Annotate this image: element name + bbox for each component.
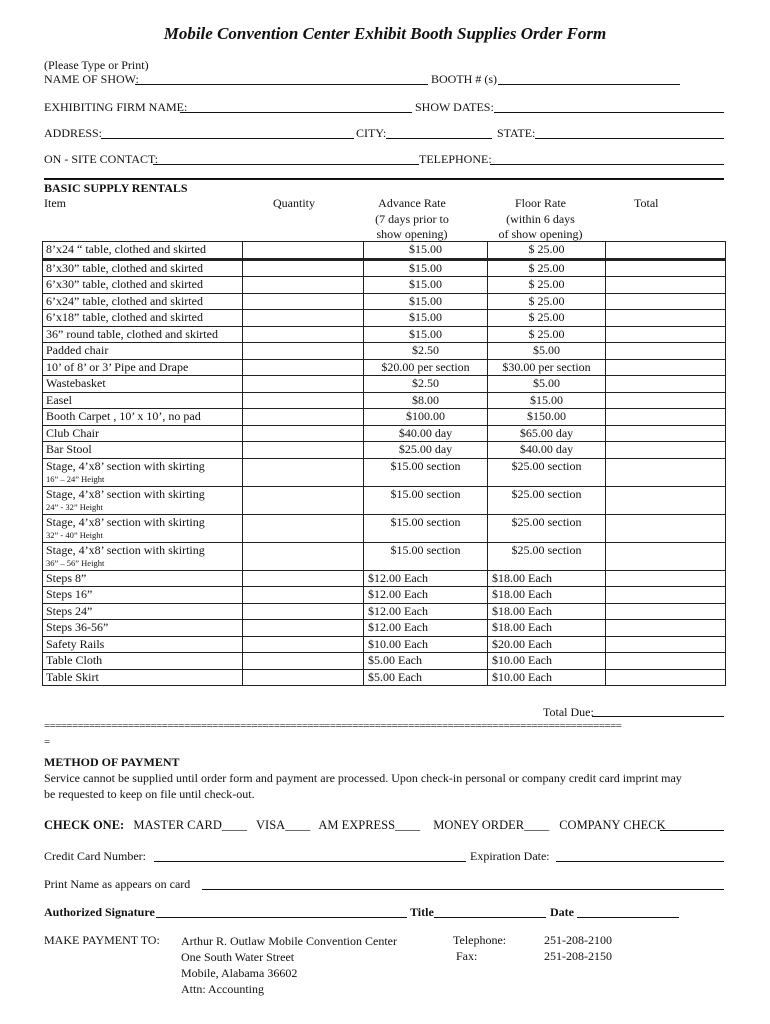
credit-card-number-label: Credit Card Number: xyxy=(44,849,146,863)
item-cell-text: Stage, 4’x8’ section with skirting xyxy=(46,486,205,501)
total-cell[interactable] xyxy=(606,326,726,343)
total-cell[interactable] xyxy=(606,669,726,686)
floor-rate-cell-text: $25.00 section xyxy=(511,542,582,557)
option-master-card[interactable]: MASTER CARD____ xyxy=(133,818,247,832)
advance-rate-cell xyxy=(364,409,488,426)
item-cell-text: Stage, 4’x8’ section with skirting xyxy=(46,542,205,557)
option-company-check[interactable]: COMPANY CHECK xyxy=(559,818,666,832)
floor-rate-cell xyxy=(488,242,606,260)
total-cell[interactable] xyxy=(606,458,726,486)
total-cell[interactable] xyxy=(606,376,726,393)
advance-rate-cell-text: $25.00 day xyxy=(398,442,453,456)
quantity-cell[interactable] xyxy=(243,392,364,409)
advance-rate-cell xyxy=(364,570,488,587)
total-cell[interactable] xyxy=(606,542,726,570)
payee-line: Arthur R. Outlaw Mobile Convention Center xyxy=(181,934,397,948)
item-cell-text: Safety Rails xyxy=(46,636,105,651)
total-cell[interactable] xyxy=(606,620,726,637)
item-cell-text: 6’x30” table, clothed and skirted xyxy=(46,277,203,291)
section-title: BASIC SUPPLY RENTALS xyxy=(44,181,188,195)
floor-rate-cell xyxy=(488,458,606,486)
item-cell-text: Steps 36-56” xyxy=(46,620,109,634)
advance-rate-cell xyxy=(364,242,488,260)
make-payment-to-label: MAKE PAYMENT TO: xyxy=(44,933,160,947)
total-due-field[interactable] xyxy=(592,716,724,717)
total-cell[interactable] xyxy=(606,277,726,294)
advance-rate-cell-text: $15.00 xyxy=(409,293,442,308)
quantity-cell[interactable] xyxy=(243,587,364,604)
floor-rate-cell-text: $30.00 per section xyxy=(502,359,591,374)
quantity-cell[interactable] xyxy=(243,570,364,587)
quantity-cell[interactable] xyxy=(243,669,364,686)
item-cell-text: Steps 16” xyxy=(46,587,93,601)
option-visa[interactable]: VISA____ xyxy=(256,818,311,832)
total-cell[interactable] xyxy=(606,442,726,459)
floor-rate-cell-text: $150.00 xyxy=(527,409,566,423)
floor-rate-cell-text: $ 25.00 xyxy=(528,277,565,291)
item-cell-text: 6’x24” table, clothed and skirted xyxy=(46,293,203,308)
advance-rate-cell xyxy=(364,669,488,686)
form-title: Mobile Convention Center Exhibit Booth Supplies Order Form xyxy=(163,24,607,43)
floor-rate-cell-text: $ 25.00 xyxy=(528,326,565,341)
advance-rate-cell xyxy=(364,458,488,486)
total-cell[interactable] xyxy=(606,486,726,514)
col-quantity-header: Quantity xyxy=(273,196,315,210)
address-field[interactable] xyxy=(101,138,354,139)
floor-rate-cell xyxy=(488,310,606,327)
credit-card-number-field[interactable] xyxy=(154,861,466,862)
table-row xyxy=(43,326,726,343)
item-cell xyxy=(43,514,243,542)
floor-rate-cell xyxy=(488,392,606,409)
item-cell xyxy=(43,293,243,310)
city-label: CITY: xyxy=(356,126,387,140)
floor-rate-cell-text: $18.00 Each xyxy=(492,587,552,601)
floor-rate-cell xyxy=(488,669,606,686)
date-label: Date xyxy=(550,905,574,919)
table-row xyxy=(43,603,726,620)
advance-rate-cell xyxy=(364,277,488,294)
item-cell xyxy=(43,343,243,360)
floor-rate-cell-text: $15.00 xyxy=(530,392,563,407)
total-cell[interactable] xyxy=(606,409,726,426)
total-cell[interactable] xyxy=(606,603,726,620)
divider: ======================================================================================================= xyxy=(44,720,622,732)
telephone-field[interactable] xyxy=(490,164,724,165)
floor-rate-cell xyxy=(488,587,606,604)
total-cell[interactable] xyxy=(606,310,726,327)
item-cell-text: Steps 24” xyxy=(46,603,93,618)
check-one-label: CHECK ONE: xyxy=(44,818,125,832)
table-row xyxy=(43,343,726,360)
advance-rate-cell-text: $10.00 Each xyxy=(368,636,428,651)
payment-note: Service cannot be supplied until order form and payment are processed. Upon check-in personal or company credit card imprint may xyxy=(44,771,682,785)
payee-line: One South Water Street xyxy=(181,950,295,964)
payment-note-2: be requested to keep on file until check-out. xyxy=(44,787,255,801)
item-cell xyxy=(43,376,243,393)
floor-rate-cell-text: $ 25.00 xyxy=(528,293,565,308)
total-cell[interactable] xyxy=(606,587,726,604)
advance-rate-cell-text: $2.50 xyxy=(412,343,439,357)
expiration-date-label: Expiration Date: xyxy=(470,849,550,863)
floor-rate-cell-text: $25.00 section xyxy=(511,514,582,529)
advance-rate-cell xyxy=(364,376,488,393)
expiration-date-field[interactable] xyxy=(556,861,724,862)
total-cell[interactable] xyxy=(606,242,726,260)
floor-rate-cell-text: $10.00 Each xyxy=(492,669,552,684)
quantity-cell[interactable] xyxy=(243,442,364,459)
item-cell xyxy=(43,359,243,376)
payee-telephone-label: Telephone: xyxy=(453,933,507,947)
divider-tail: = xyxy=(44,736,51,748)
exhibiting-firm-field[interactable] xyxy=(180,112,412,113)
state-field[interactable] xyxy=(535,138,724,139)
height-note: 16” – 24” Height xyxy=(46,473,105,484)
floor-rate-cell xyxy=(488,636,606,653)
floor-rate-cell-text: $ 25.00 xyxy=(528,242,565,256)
floor-rate-cell xyxy=(488,277,606,294)
table-row xyxy=(43,277,726,294)
check-one-row xyxy=(44,818,666,833)
advance-rate-cell-text: $100.00 xyxy=(406,409,445,423)
item-cell xyxy=(43,242,243,260)
quantity-cell[interactable] xyxy=(243,425,364,442)
advance-rate-cell-text: $12.00 Each xyxy=(368,620,428,634)
rentals-table xyxy=(42,241,726,686)
floor-rate-cell xyxy=(488,653,606,670)
quantity-cell[interactable] xyxy=(243,326,364,343)
table-row xyxy=(43,486,726,514)
item-cell xyxy=(43,409,243,426)
table-row xyxy=(43,392,726,409)
advance-rate-cell xyxy=(364,486,488,514)
payment-title: METHOD OF PAYMENT xyxy=(44,755,180,769)
advance-rate-cell-text: $15.00 xyxy=(409,326,442,341)
total-cell[interactable] xyxy=(606,359,726,376)
name-of-show-label: NAME OF SHOW: xyxy=(44,72,139,86)
col-item-header: Item xyxy=(44,196,66,210)
item-cell xyxy=(43,620,243,637)
header-rule xyxy=(44,178,724,180)
floor-rate-cell-text: $18.00 Each xyxy=(492,603,552,618)
advance-rate-cell xyxy=(364,392,488,409)
table-row xyxy=(43,620,726,637)
date-field[interactable] xyxy=(577,917,679,918)
table-row xyxy=(43,442,726,459)
item-cell xyxy=(43,326,243,343)
floor-rate-cell xyxy=(488,359,606,376)
item-cell xyxy=(43,669,243,686)
floor-rate-cell-text: $18.00 Each xyxy=(492,570,552,585)
payee-line: Mobile, Alabama 36602 xyxy=(181,966,298,980)
floor-rate-cell-text: $65.00 day xyxy=(519,425,574,440)
table-row xyxy=(43,242,726,260)
floor-rate-cell xyxy=(488,620,606,637)
item-cell-text: 8’x30” table, clothed and skirted xyxy=(46,260,203,275)
advance-rate-cell xyxy=(364,442,488,459)
advance-rate-cell xyxy=(364,293,488,310)
payee-fax-label: Fax: xyxy=(456,949,478,963)
table-row xyxy=(43,376,726,393)
item-cell-text: Steps 8” xyxy=(46,570,87,585)
floor-rate-cell-text: $18.00 Each xyxy=(492,620,552,634)
advance-rate-cell xyxy=(364,514,488,542)
quantity-cell[interactable] xyxy=(243,636,364,653)
floor-rate-cell xyxy=(488,293,606,310)
advance-rate-cell xyxy=(364,343,488,360)
payee-fax: 251-208-2150 xyxy=(544,949,612,963)
quantity-cell[interactable] xyxy=(243,376,364,393)
title-field[interactable] xyxy=(434,917,546,918)
advance-rate-cell xyxy=(364,653,488,670)
table-row xyxy=(43,293,726,310)
floor-rate-cell xyxy=(488,425,606,442)
table-row xyxy=(43,570,726,587)
item-cell xyxy=(43,277,243,294)
city-field[interactable] xyxy=(386,138,492,139)
floor-rate-cell xyxy=(488,570,606,587)
height-note: 32” - 40” Height xyxy=(46,529,103,540)
print-name-field[interactable] xyxy=(202,889,724,890)
quantity-cell[interactable] xyxy=(243,359,364,376)
option-money-order[interactable]: MONEY ORDER____ xyxy=(433,818,550,832)
item-cell xyxy=(43,259,243,277)
item-cell-text: Club Chair xyxy=(46,425,99,440)
quantity-cell[interactable] xyxy=(243,277,364,294)
item-cell xyxy=(43,542,243,570)
floor-rate-cell xyxy=(488,514,606,542)
total-cell[interactable] xyxy=(606,293,726,310)
total-cell[interactable] xyxy=(606,425,726,442)
quantity-cell[interactable] xyxy=(243,603,364,620)
total-cell[interactable] xyxy=(606,570,726,587)
total-due-label: Total Due: xyxy=(543,705,594,719)
quantity-cell[interactable] xyxy=(243,343,364,360)
col-total-header: Total xyxy=(634,196,659,210)
address-label: ADDRESS: xyxy=(44,126,103,140)
quantity-cell[interactable] xyxy=(243,409,364,426)
please-type-note: (Please Type or Print) xyxy=(44,58,149,72)
item-cell xyxy=(43,603,243,620)
floor-rate-cell xyxy=(488,259,606,277)
advance-rate-cell-text: $15.00 section xyxy=(390,458,461,473)
quantity-cell[interactable] xyxy=(243,653,364,670)
advance-rate-cell xyxy=(364,542,488,570)
quantity-cell[interactable] xyxy=(243,542,364,570)
item-cell-text: 36” round table, clothed and skirted xyxy=(46,326,218,341)
floor-rate-cell xyxy=(488,542,606,570)
advance-rate-cell-text: $15.00 xyxy=(409,277,442,291)
total-cell[interactable] xyxy=(606,636,726,653)
floor-rate-cell xyxy=(488,442,606,459)
advance-rate-cell-text: $20.00 per section xyxy=(381,359,470,374)
table-row xyxy=(43,259,726,277)
floor-rate-cell-text: $ 25.00 xyxy=(528,310,565,324)
item-cell xyxy=(43,458,243,486)
item-cell xyxy=(43,587,243,604)
item-cell-text: Easel xyxy=(46,392,72,407)
total-cell[interactable] xyxy=(606,259,726,277)
advance-rate-cell xyxy=(364,620,488,637)
item-cell xyxy=(43,310,243,327)
table-row xyxy=(43,653,726,670)
table-row xyxy=(43,409,726,426)
floor-rate-cell xyxy=(488,326,606,343)
item-cell xyxy=(43,442,243,459)
item-cell-text: Padded chair xyxy=(46,343,109,357)
name-of-show-field[interactable] xyxy=(135,84,428,85)
floor-rate-cell xyxy=(488,603,606,620)
height-note: 24” - 32” Height xyxy=(46,501,103,512)
height-note: 36” – 56” Height xyxy=(46,557,105,568)
table-row xyxy=(43,669,726,686)
advance-rate-cell-text: $2.50 xyxy=(412,376,439,390)
advance-rate-cell-text: $15.00 xyxy=(409,310,442,324)
advance-rate-cell-text: $40.00 day xyxy=(398,425,453,440)
table-row xyxy=(43,310,726,327)
payee-telephone: 251-208-2100 xyxy=(544,933,612,947)
advance-rate-cell-text: $15.00 section xyxy=(390,542,461,557)
col-advance-header: Advance Rate (7 days prior to show opening) xyxy=(375,196,449,241)
advance-rate-cell-text: $15.00 section xyxy=(390,486,461,501)
floor-rate-cell-text: $ 25.00 xyxy=(528,260,565,275)
advance-rate-cell-text: $8.00 xyxy=(412,392,439,407)
option-am-express[interactable]: AM EXPRESS____ xyxy=(318,818,421,832)
payee-address xyxy=(181,933,397,997)
item-cell xyxy=(43,425,243,442)
advance-rate-cell-text: $15.00 section xyxy=(390,514,461,529)
table-row xyxy=(43,636,726,653)
quantity-cell[interactable] xyxy=(243,259,364,277)
quantity-cell[interactable] xyxy=(243,620,364,637)
floor-rate-cell xyxy=(488,343,606,360)
table-row xyxy=(43,542,726,570)
item-cell-text: 6’x18” table, clothed and skirted xyxy=(46,310,203,324)
table-row xyxy=(43,359,726,376)
floor-rate-cell-text: $5.00 xyxy=(533,343,560,357)
item-cell-text: Wastebasket xyxy=(46,376,106,390)
table-row xyxy=(43,587,726,604)
advance-rate-cell xyxy=(364,310,488,327)
advance-rate-cell-text: $15.00 xyxy=(409,242,442,256)
item-cell xyxy=(43,570,243,587)
item-cell-text: Bar Stool xyxy=(46,442,92,456)
telephone-label: TELEPHONE: xyxy=(419,152,492,166)
advance-rate-cell xyxy=(364,603,488,620)
authorized-signature-label: Authorized Signature xyxy=(44,905,155,919)
item-cell-text: Table Skirt xyxy=(46,669,99,684)
advance-rate-cell xyxy=(364,326,488,343)
authorized-signature-field[interactable] xyxy=(156,917,407,918)
advance-rate-cell xyxy=(364,259,488,277)
item-cell xyxy=(43,653,243,670)
total-cell[interactable] xyxy=(606,343,726,360)
table-row xyxy=(43,514,726,542)
total-cell[interactable] xyxy=(606,514,726,542)
booth-field[interactable] xyxy=(498,84,680,85)
item-cell-text: 10’ of 8’ or 3’ Pipe and Drape xyxy=(46,359,189,374)
quantity-cell[interactable] xyxy=(243,486,364,514)
company-check-field[interactable] xyxy=(660,830,724,831)
quantity-cell[interactable] xyxy=(243,310,364,327)
advance-rate-cell xyxy=(364,359,488,376)
item-cell xyxy=(43,636,243,653)
show-dates-label: SHOW DATES: xyxy=(415,100,494,114)
table-row xyxy=(43,425,726,442)
item-cell xyxy=(43,392,243,409)
quantity-cell[interactable] xyxy=(243,242,364,260)
advance-rate-cell-text: $12.00 Each xyxy=(368,570,428,585)
show-dates-field[interactable] xyxy=(494,112,724,113)
item-cell-text: 8’x24 “ table, clothed and skirted xyxy=(46,242,206,256)
floor-rate-cell xyxy=(488,486,606,514)
quantity-cell[interactable] xyxy=(243,293,364,310)
booth-label: BOOTH # (s) xyxy=(431,72,497,86)
total-cell[interactable] xyxy=(606,392,726,409)
advance-rate-cell-text: $5.00 Each xyxy=(368,653,422,667)
onsite-contact-field[interactable] xyxy=(153,164,419,165)
item-cell-text: Table Cloth xyxy=(46,653,103,667)
floor-rate-cell-text: $10.00 Each xyxy=(492,653,552,667)
item-cell-text: Stage, 4’x8’ section with skirting xyxy=(46,514,205,529)
advance-rate-cell-text: $12.00 Each xyxy=(368,603,428,618)
quantity-cell[interactable] xyxy=(243,458,364,486)
floor-rate-cell-text: $40.00 day xyxy=(519,442,574,456)
exhibiting-firm-label: EXHIBITING FIRM NAME: xyxy=(44,100,188,114)
total-cell[interactable] xyxy=(606,653,726,670)
floor-rate-cell-text: $25.00 section xyxy=(511,486,582,501)
advance-rate-cell-text: $12.00 Each xyxy=(368,587,428,601)
onsite-contact-label: ON - SITE CONTACT: xyxy=(44,152,159,166)
advance-rate-cell-text: $5.00 Each xyxy=(368,669,422,684)
floor-rate-cell-text: $5.00 xyxy=(533,376,560,390)
item-cell xyxy=(43,486,243,514)
advance-rate-cell xyxy=(364,587,488,604)
print-name-label: Print Name as appears on card xyxy=(44,877,191,891)
advance-rate-cell xyxy=(364,636,488,653)
advance-rate-cell xyxy=(364,425,488,442)
quantity-cell[interactable] xyxy=(243,514,364,542)
advance-rate-cell-text: $15.00 xyxy=(409,260,442,275)
table-row xyxy=(43,458,726,486)
floor-rate-cell xyxy=(488,376,606,393)
col-floor-header: Floor Rate (within 6 days of show opening) xyxy=(498,196,583,241)
floor-rate-cell xyxy=(488,409,606,426)
floor-rate-cell-text: $25.00 section xyxy=(511,458,582,473)
payee-line: Attn: Accounting xyxy=(181,982,264,996)
title-label: Title xyxy=(410,905,434,919)
floor-rate-cell-text: $20.00 Each xyxy=(492,636,552,651)
state-label: STATE: xyxy=(497,126,536,140)
item-cell-text: Stage, 4’x8’ section with skirting xyxy=(46,458,205,473)
item-cell-text: Booth Carpet , 10’ x 10’, no pad xyxy=(46,409,201,423)
